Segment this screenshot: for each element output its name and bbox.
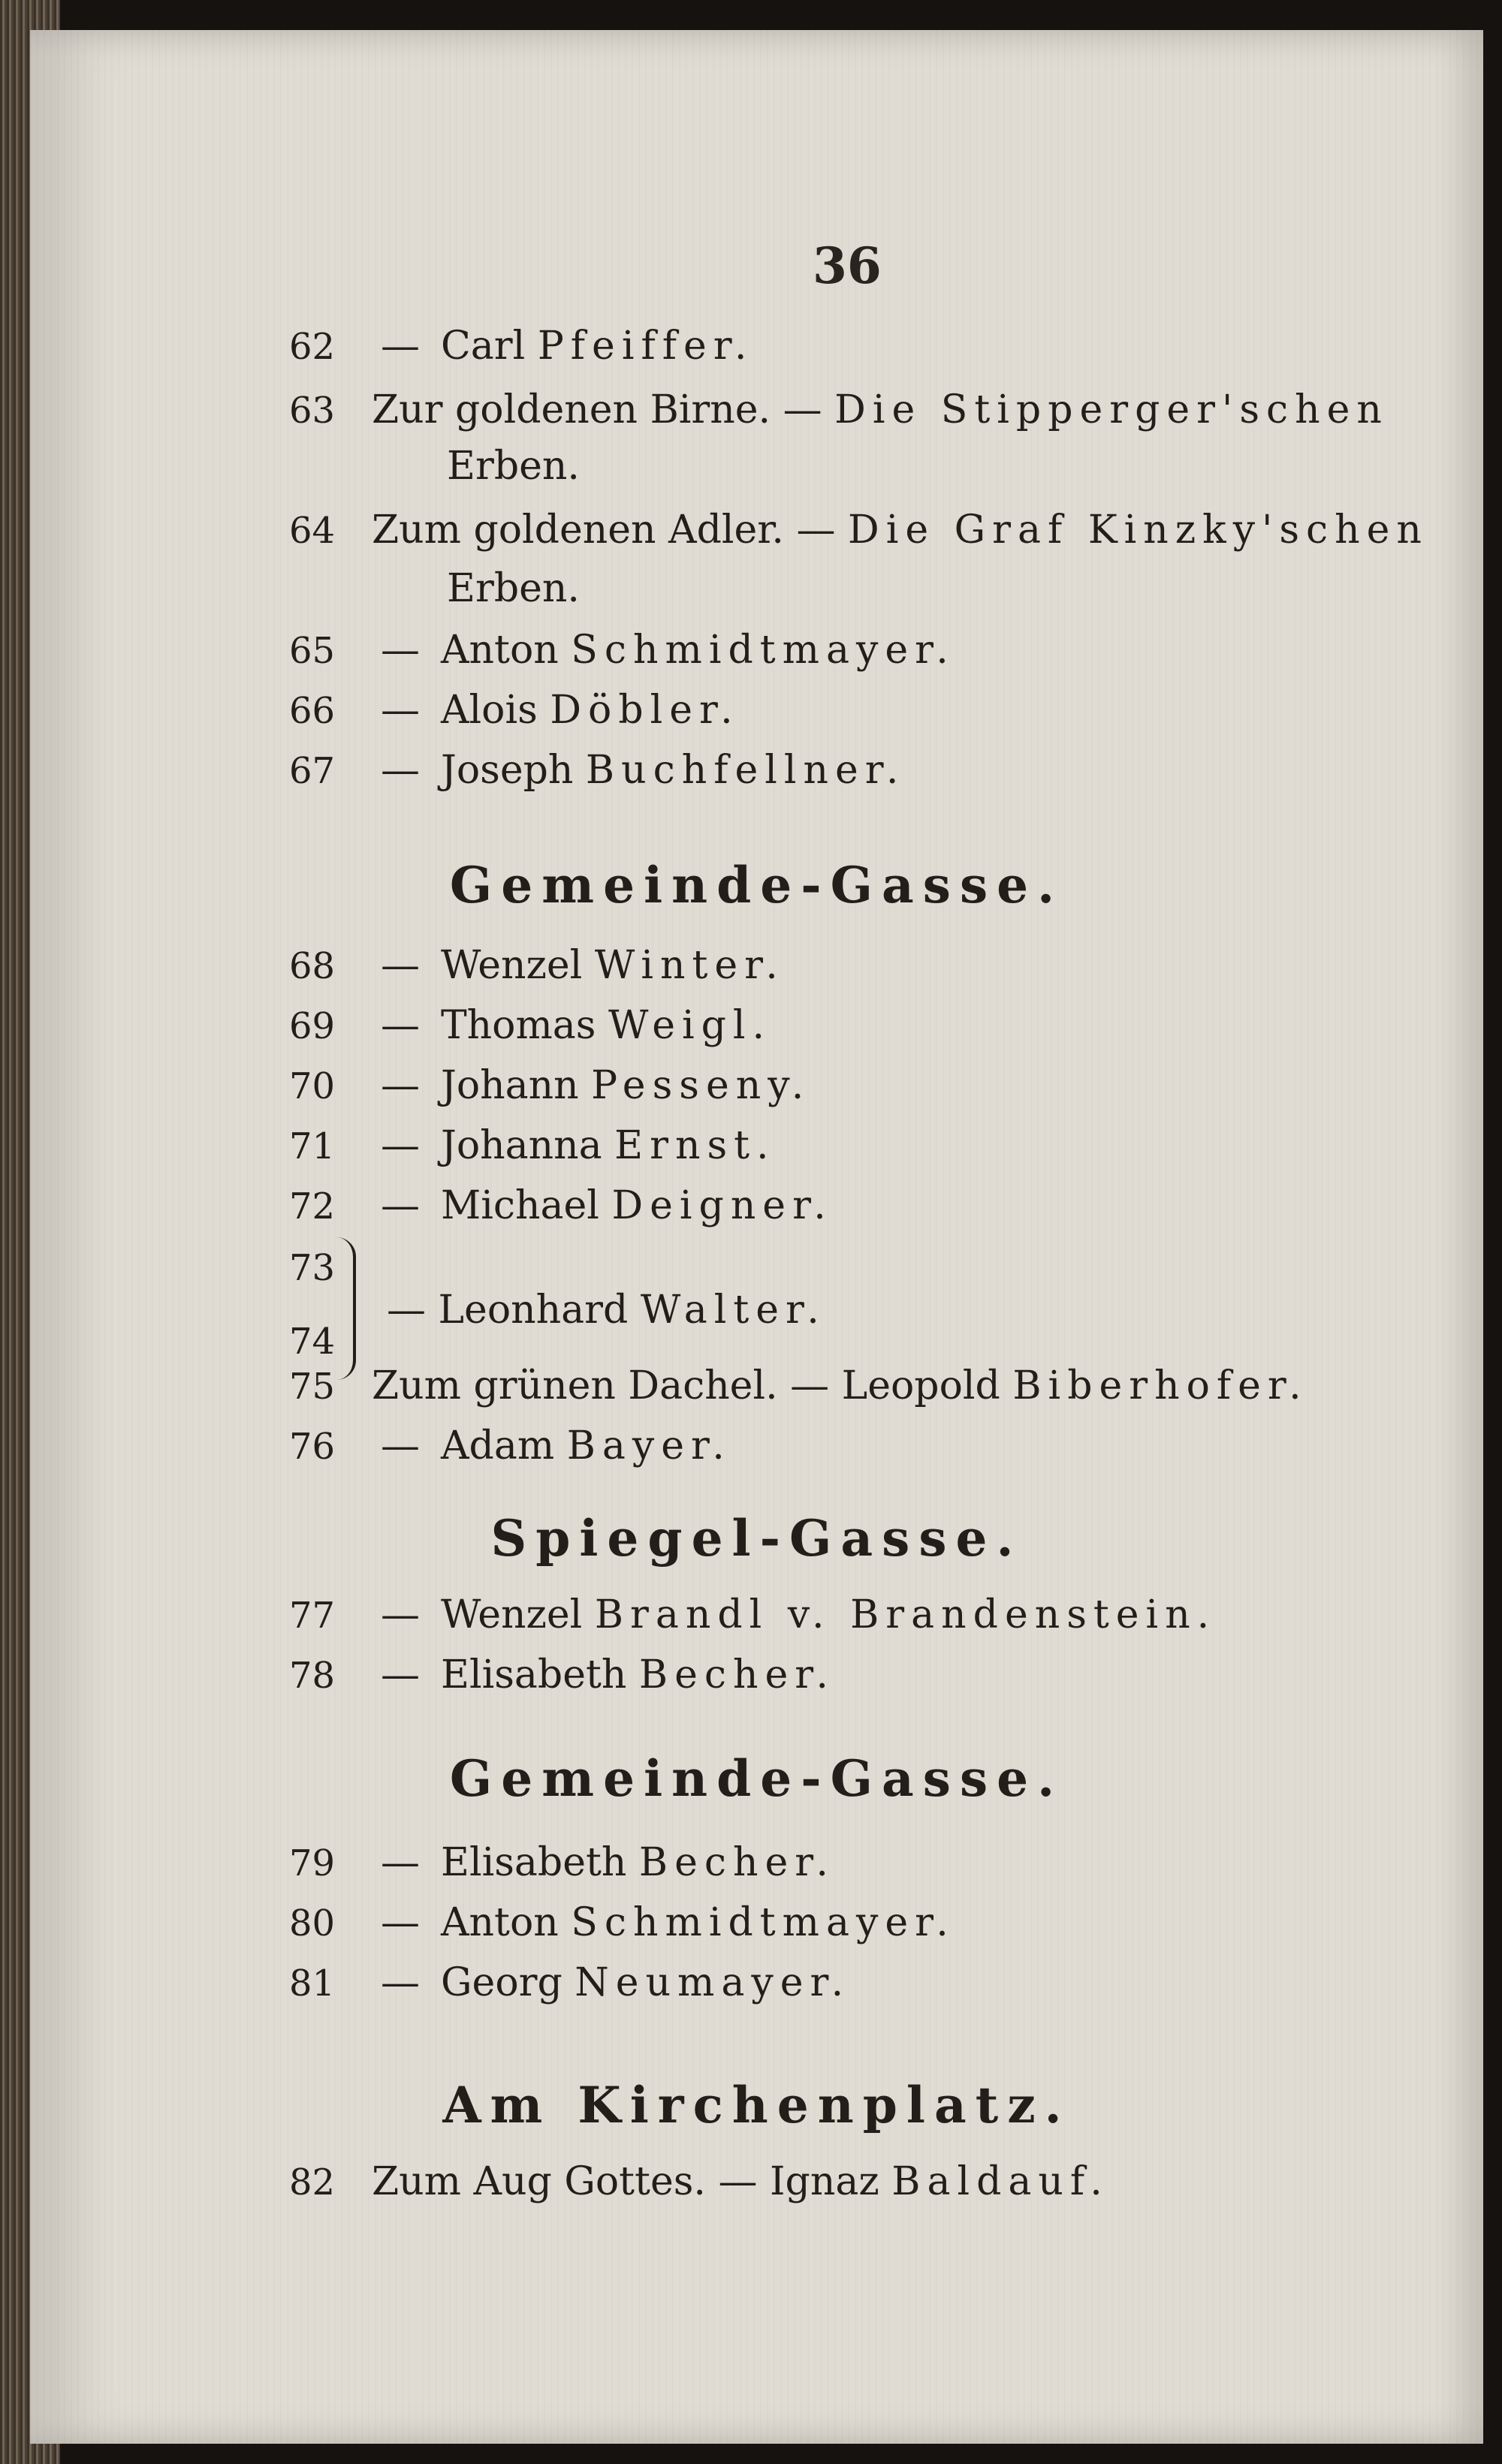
house-number: 80 [289,1902,336,1944]
entry-name: Die Stipperger'schen [834,387,1389,432]
entry-name: Die Graf Kinzky'schen [848,508,1428,553]
section-heading: Gemeinde-Gasse. [449,856,1064,914]
entry-text: Wenzel [441,943,583,988]
entry-text: Zum Aug Gottes. — Ignaz [372,2159,879,2204]
bracket-numbers [289,1231,335,1378]
entry-text: Georg [441,1960,562,2005]
house-number: 67 [289,750,336,792]
entry-name: Döbler. [550,688,740,733]
list-item [289,1900,955,1945]
list-item [289,1652,835,1697]
house-number: 64 [289,510,336,552]
section-heading: Gemeinde-Gasse. [449,1749,1064,1808]
house-number: 77 [289,1595,336,1637]
entry-text: — Leonhard [387,1288,629,1333]
entry-text: Zum goldenen Adler. — [372,508,836,553]
dash: — [381,628,420,673]
entry-name: Buchfellner. [585,748,906,793]
house-number: 68 [289,945,336,987]
house-number: 65 [289,630,336,672]
house-number: 78 [289,1655,336,1697]
house-number: 82 [289,2161,336,2203]
house-number: 62 [289,326,336,368]
entry-name: Ernst. [614,1123,776,1168]
dash: — [381,1900,420,1945]
section-heading: Am Kirchenplatz. [442,2076,1071,2134]
entry-text: Adam [441,1423,555,1468]
dash: — [381,943,420,988]
entry-name: Schmidtmayer. [571,628,955,673]
dash: — [381,688,420,733]
entry-text: Carl [441,324,526,369]
house-number: 73 [289,1247,336,1289]
house-number: 69 [289,1005,336,1047]
dash: — [381,1652,420,1697]
house-number: 81 [289,1962,336,2005]
entry-name: Walter. [640,1288,826,1333]
dash: — [381,1592,420,1637]
entry-name: Brandl v. Brandenstein. [594,1592,1217,1637]
list-item [289,1960,851,2005]
dash: — [381,748,420,793]
list-item [289,748,906,793]
entry-text: Anton [441,1900,559,1945]
list-item [289,1063,811,1108]
entry-name: Neumayer. [575,1960,851,2005]
house-number: 74 [289,1321,336,1363]
entry-text: Alois [441,688,538,733]
entry-name: Becher. [638,1652,835,1697]
dash: — [381,1123,420,1168]
entry-name: Schmidtmayer. [571,1900,955,1945]
house-number: 63 [289,390,336,432]
list-item [289,1840,835,1885]
book-page [30,30,1483,2444]
list-item [289,1003,772,1048]
list-item [289,1363,1308,1408]
house-number: 70 [289,1065,336,1107]
house-number: 66 [289,690,336,732]
dash: — [381,1003,420,1048]
entry-name: Biberhofer. [1012,1363,1308,1408]
continuation-line: Erben. [447,566,580,611]
bracket-entry [387,1288,826,1333]
entry-text: Anton [441,628,559,673]
entry-name: Deigner. [611,1183,833,1228]
entry-text: Zur goldenen Birne. — [372,387,822,432]
entry-text: Johanna [441,1123,602,1168]
house-number: 79 [289,1842,336,1884]
dash: — [381,1423,420,1468]
entry-text: Wenzel [441,1592,583,1637]
entry-name: Baldauf. [891,2159,1109,2204]
list-item [289,688,740,733]
list-item [289,387,1389,432]
list-item [289,1183,833,1228]
list-item [289,324,754,369]
dash: — [381,324,420,369]
entry-name: Weigl. [608,1003,772,1048]
entry-text: Elisabeth [441,1652,627,1697]
list-item [289,1423,731,1468]
list-item [289,508,1428,553]
entry-text: Joseph [441,748,574,793]
entry-name: Becher. [638,1840,835,1885]
list-item [289,1123,776,1168]
page-number: 36 [813,236,882,295]
entry-text: Zum grünen Dachel. — Leopold [372,1363,1000,1408]
section-heading: Spiegel-Gasse. [490,1509,1023,1568]
continuation-line: Erben. [447,444,580,489]
list-item [289,628,955,673]
list-item [289,1592,1217,1637]
entry-name: Pfeiffer. [537,324,754,369]
entry-name: Pesseny. [591,1063,811,1108]
house-number: 72 [289,1185,336,1227]
entry-text: Elisabeth [441,1840,627,1885]
list-item [289,943,785,988]
dash: — [381,1960,420,2005]
entry-name: Winter. [594,943,785,988]
entry-text: Michael [441,1183,599,1228]
dash: — [381,1063,420,1108]
entry-text: Thomas [441,1003,596,1048]
house-number: 71 [289,1125,336,1167]
entry-name: Bayer. [566,1423,731,1468]
house-number: 75 [289,1366,336,1408]
entry-text: Johann [441,1063,579,1108]
curly-brace [336,1237,356,1380]
dash: — [381,1840,420,1885]
house-number: 76 [289,1426,336,1468]
dash: — [381,1183,420,1228]
list-item [289,2159,1109,2204]
